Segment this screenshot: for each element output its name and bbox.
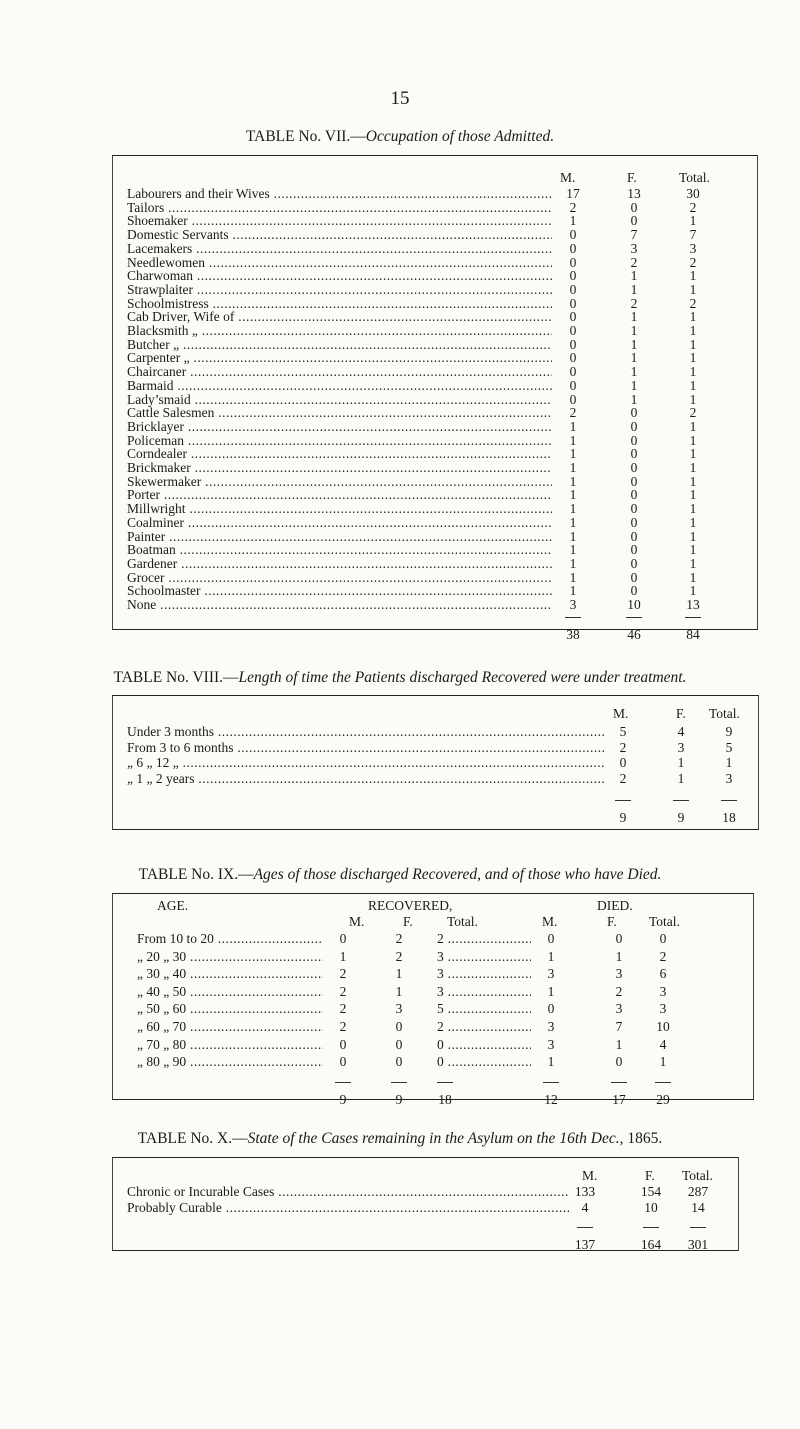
cell-f: 0 <box>630 501 638 517</box>
cell-recovered-total: 3 ..... <box>437 966 547 982</box>
cell-recovered-total: 0 ..... <box>437 1054 547 1070</box>
table8-title <box>0 669 800 687</box>
total-m: 38 <box>566 626 580 642</box>
row-label: Lacemakers ..... <box>127 241 552 257</box>
cell-f: 1 <box>677 770 685 786</box>
total-rule <box>335 1082 351 1083</box>
cell-f: 13 <box>627 186 641 201</box>
cell-m: 0 <box>569 295 577 311</box>
total-f: 46 <box>627 626 641 642</box>
cell-recovered-f: 0 <box>395 1019 403 1034</box>
table-row <box>113 771 758 787</box>
cell-total: 3 <box>725 770 733 786</box>
cell-recovered-m: 2 <box>339 1019 347 1034</box>
table7-title-prefix: TABLE No. VII.— <box>245 128 366 145</box>
total-total: 18 <box>722 810 736 825</box>
cell-f: 1 <box>630 336 638 352</box>
total-rule <box>685 617 701 618</box>
totals-row <box>113 810 758 826</box>
row-label: Bricklayer ..... <box>127 419 552 435</box>
total-rule <box>611 1082 627 1083</box>
table-row <box>113 755 758 771</box>
row-label: Skewermaker ..... <box>127 474 552 490</box>
cell-m: 0 <box>569 268 577 284</box>
cell-f: 0 <box>630 213 638 229</box>
table-row <box>113 740 758 756</box>
table9-title-prefix: TABLE No. IX.— <box>138 866 254 883</box>
row-label: Domestic Servants ..... <box>127 227 552 243</box>
row-label: Chaircaner ..... <box>127 364 552 380</box>
cell-f: 1 <box>630 391 638 407</box>
row-label: Cab Driver, Wife of ..... <box>127 309 552 325</box>
total-m: 9 <box>619 810 627 825</box>
cell-died-m: 0 <box>531 1001 571 1017</box>
row-label: Boatman ..... <box>127 542 552 558</box>
table9-sub-dm: M. <box>542 914 558 929</box>
cell-m: 0 <box>619 755 627 770</box>
cell-f: 0 <box>630 405 638 421</box>
cell-recovered-total: 5 ..... <box>437 1001 547 1017</box>
cell-f: 1 <box>630 268 638 284</box>
row-label: Policeman ..... <box>127 433 552 449</box>
cell-died-f: 1 <box>615 948 623 964</box>
table8-header-total: Total. <box>709 706 740 721</box>
row-label: Charwoman ..... <box>127 268 552 284</box>
cell-total: 3 <box>689 240 697 256</box>
row-label: „ 50 „ 60 ..... <box>137 1001 323 1017</box>
row-label: Under 3 months ..... <box>127 724 605 740</box>
cell-f: 2 <box>630 254 638 270</box>
table9-sub-rf: F. <box>403 914 413 929</box>
cell-recovered-m: 0 <box>339 931 347 946</box>
cell-f: 1 <box>630 377 638 393</box>
table10-title-suffix: 1865. <box>623 1130 663 1147</box>
cell-m: 1 <box>569 418 577 434</box>
cell-total: 1 <box>689 528 697 544</box>
cell-total: 1 <box>689 336 697 352</box>
cell-total: 1 <box>689 323 697 338</box>
cell-f: 3 <box>630 240 638 256</box>
cell-total: 1 <box>689 514 697 530</box>
row-label: Porter ..... <box>127 487 552 503</box>
cell-died-m: 1 <box>531 1054 571 1070</box>
cell-f: 1 <box>630 281 638 297</box>
cell-total: 2 <box>689 405 697 421</box>
cell-died-total: 1 <box>659 1054 667 1070</box>
cell-recovered-f: 1 <box>395 983 403 999</box>
cell-recovered-f: 1 <box>395 966 403 982</box>
row-label: „ 20 „ 30 ..... <box>137 949 323 965</box>
table-row <box>113 1200 738 1216</box>
cell-recovered-f: 3 <box>395 1001 403 1017</box>
cell-f: 0 <box>630 199 638 215</box>
cell-died-total: 2 <box>659 948 667 964</box>
total-total: 301 <box>687 1237 709 1252</box>
row-label: From 10 to 20 ..... <box>137 931 323 947</box>
cell-recovered-m: 2 <box>339 1001 347 1017</box>
table8-header-f: F. <box>676 706 686 721</box>
cell-m: 3 <box>569 597 577 612</box>
cell-total: 14 <box>691 1199 705 1215</box>
cell-died-f: 2 <box>615 983 623 999</box>
cell-m: 0 <box>569 350 577 366</box>
totals-row <box>113 1237 738 1253</box>
cell-total: 1 <box>689 268 697 284</box>
row-label: „ 30 „ 40 ..... <box>137 966 323 982</box>
table-row <box>113 1054 753 1070</box>
cell-m: 1 <box>569 446 577 462</box>
row-label: Corndealer ..... <box>127 446 552 462</box>
table9-title <box>0 866 800 884</box>
cell-f: 1 <box>630 323 638 338</box>
cell-died-m: 3 <box>531 1019 571 1035</box>
row-label: Shoemaker ..... <box>127 213 552 229</box>
cell-m: 17 <box>566 186 580 201</box>
cell-f: 0 <box>630 418 638 434</box>
cell-total: 13 <box>686 597 700 612</box>
cell-recovered-f: 2 <box>395 948 403 964</box>
cell-recovered-total: 3 ..... <box>437 949 547 965</box>
cell-f: 0 <box>630 569 638 585</box>
cell-total: 1 <box>689 391 697 407</box>
table7-header-f: F. <box>627 170 637 185</box>
row-label: „ 40 „ 50 ..... <box>137 984 323 1000</box>
cell-died-f: 1 <box>615 1036 623 1052</box>
total-rf: 9 <box>395 1091 403 1107</box>
cell-m: 1 <box>569 528 577 544</box>
total-total: 84 <box>686 626 700 642</box>
row-label: Schoolmistress ..... <box>127 296 552 312</box>
row-label: From 3 to 6 months ..... <box>127 740 605 756</box>
total-rt: 18 <box>438 1091 452 1107</box>
table-row <box>113 1184 738 1200</box>
table10-header-total: Total. <box>682 1168 713 1183</box>
cell-died-total: 10 <box>656 1019 670 1034</box>
cell-m: 1 <box>569 432 577 448</box>
total-rm: 9 <box>339 1091 347 1107</box>
table10-title <box>0 1130 800 1148</box>
table7 <box>112 155 758 642</box>
table10-title-prefix: TABLE No. X.— <box>137 1130 248 1147</box>
cell-recovered-m: 2 <box>339 983 347 999</box>
cell-f: 0 <box>630 555 638 571</box>
cell-m: 0 <box>569 309 577 325</box>
table9-sub-dt: Total. <box>649 914 680 929</box>
row-label: „ 60 „ 70 ..... <box>137 1019 323 1035</box>
table-row <box>113 966 753 982</box>
cell-f: 0 <box>630 432 638 448</box>
row-label: Probably Curable ..... <box>127 1200 569 1216</box>
cell-m: 4 <box>581 1199 589 1215</box>
row-label: Carpenter „ ..... <box>127 350 552 366</box>
cell-total: 1 <box>689 364 697 380</box>
row-label: „ 70 „ 80 ..... <box>137 1037 323 1053</box>
cell-total: 1 <box>689 309 697 325</box>
cell-f: 0 <box>630 460 638 475</box>
cell-f: 7 <box>630 227 638 243</box>
row-label: None ..... <box>127 597 552 613</box>
cell-died-f: 0 <box>615 1054 623 1070</box>
cell-f: 0 <box>630 514 638 530</box>
table8 <box>112 695 759 830</box>
cell-f: 1 <box>677 755 685 770</box>
cell-m: 1 <box>569 569 577 585</box>
table-row <box>113 949 753 965</box>
row-label: „ 6 „ 12 „ ..... <box>127 755 605 771</box>
row-label: Tailors ..... <box>127 200 552 216</box>
total-m: 137 <box>574 1237 596 1252</box>
cell-f: 0 <box>630 473 638 489</box>
cell-m: 2 <box>619 770 627 786</box>
row-label: Cattle Salesmen ..... <box>127 405 552 421</box>
table9-age-header: AGE. <box>157 898 189 913</box>
row-label: Millwright ..... <box>127 501 552 517</box>
totals-row <box>113 627 757 643</box>
table8-title-prefix: TABLE No. VIII.— <box>113 669 239 686</box>
table10-title-italic: State of the Cases remaining in the Asylum on the 16th Dec., <box>247 1130 624 1147</box>
cell-total: 2 <box>689 199 697 215</box>
table-row <box>113 597 757 613</box>
table-row <box>113 1037 753 1053</box>
total-rule <box>543 1082 559 1083</box>
total-df: 17 <box>612 1091 626 1107</box>
cell-total: 1 <box>689 569 697 585</box>
table8-header-m: M. <box>613 706 629 721</box>
total-f: 164 <box>640 1237 662 1252</box>
row-label: Lady’smaid ..... <box>127 392 552 408</box>
row-label: Schoolmaster ..... <box>127 583 552 599</box>
cell-recovered-total: 3 ..... <box>437 984 547 1000</box>
cell-f: 1 <box>630 364 638 380</box>
table9 <box>112 893 754 1107</box>
cell-m: 1 <box>569 501 577 517</box>
row-label: Grocer ..... <box>127 570 552 586</box>
cell-m: 1 <box>569 473 577 489</box>
cell-died-f: 0 <box>615 931 623 946</box>
cell-recovered-m: 0 <box>339 1054 347 1070</box>
row-label: „ 80 „ 90 ..... <box>137 1054 323 1070</box>
cell-f: 1 <box>630 309 638 325</box>
cell-m: 133 <box>574 1184 596 1199</box>
total-rule <box>437 1082 453 1083</box>
total-rule <box>655 1082 671 1083</box>
cell-total: 1 <box>725 755 733 770</box>
cell-died-total: 4 <box>659 1036 667 1052</box>
cell-m: 0 <box>569 364 577 380</box>
row-label: Barmaid ..... <box>127 378 552 394</box>
cell-m: 0 <box>569 240 577 256</box>
cell-m: 0 <box>569 323 577 338</box>
table9-sub-df: F. <box>607 914 617 929</box>
table7-title <box>0 128 800 146</box>
cell-m: 0 <box>569 336 577 352</box>
totals-row <box>113 1092 753 1108</box>
cell-died-total: 0 <box>659 931 667 946</box>
table9-title-italic: Ages of those discharged Recovered, and of those who have Died. <box>253 866 662 883</box>
table7-title-italic: Occupation of those Admitted. <box>365 128 555 145</box>
table-row <box>113 984 753 1000</box>
cell-died-total: 6 <box>659 966 667 982</box>
row-label: Labourers and their Wives ..... <box>127 186 552 202</box>
cell-total: 9 <box>725 724 733 739</box>
table7-header-m: M. <box>560 170 576 185</box>
table8-title-italic: Length of time the Patients discharged Recovered were under treatment. <box>238 669 687 686</box>
cell-total: 1 <box>689 473 697 489</box>
cell-f: 10 <box>627 597 641 612</box>
cell-f: 0 <box>630 583 638 599</box>
table-row <box>113 1019 753 1035</box>
cell-total: 1 <box>689 281 697 297</box>
cell-total: 1 <box>689 583 697 599</box>
cell-died-f: 3 <box>615 1001 623 1017</box>
cell-recovered-m: 1 <box>339 948 347 964</box>
cell-recovered-m: 2 <box>339 966 347 982</box>
table-row <box>113 1001 753 1017</box>
total-dm: 12 <box>544 1091 558 1107</box>
cell-f: 0 <box>630 542 638 558</box>
cell-total: 1 <box>689 377 697 393</box>
cell-total: 2 <box>689 254 697 270</box>
cell-m: 1 <box>569 460 577 475</box>
cell-total: 7 <box>689 227 697 243</box>
total-rule <box>690 1227 706 1228</box>
cell-recovered-f: 0 <box>395 1054 403 1070</box>
cell-total: 1 <box>689 418 697 434</box>
table10-header-f: F. <box>645 1168 655 1183</box>
cell-died-m: 3 <box>531 1037 571 1053</box>
table9-died-header: DIED. <box>597 898 633 913</box>
row-label: Coalminer ..... <box>127 515 552 531</box>
total-rule <box>615 800 631 801</box>
cell-total: 1 <box>689 501 697 517</box>
total-rule <box>565 617 581 618</box>
cell-f: 2 <box>630 295 638 311</box>
cell-m: 0 <box>569 281 577 297</box>
cell-m: 0 <box>569 227 577 243</box>
cell-total: 1 <box>689 542 697 558</box>
cell-died-f: 3 <box>615 966 623 982</box>
cell-f: 0 <box>630 487 638 503</box>
total-rule <box>673 800 689 801</box>
page-number: 15 <box>390 88 410 109</box>
cell-m: 1 <box>569 583 577 599</box>
cell-died-m: 0 <box>531 931 571 947</box>
cell-m: 1 <box>569 487 577 503</box>
cell-m: 2 <box>569 405 577 421</box>
cell-f: 3 <box>677 739 685 755</box>
cell-recovered-f: 2 <box>395 931 403 946</box>
cell-f: 0 <box>630 446 638 462</box>
cell-f: 10 <box>644 1199 658 1215</box>
table9-sub-rm: M. <box>349 914 365 929</box>
cell-total: 30 <box>686 186 700 201</box>
total-dt: 29 <box>656 1091 670 1107</box>
cell-m: 2 <box>619 739 627 755</box>
cell-died-m: 1 <box>531 949 571 965</box>
cell-m: 1 <box>569 514 577 530</box>
table10-header-m: M. <box>582 1168 598 1183</box>
total-rule <box>577 1227 593 1228</box>
cell-total: 5 <box>725 739 733 755</box>
cell-recovered-total: 0 ..... <box>437 1037 547 1053</box>
row-label: Painter ..... <box>127 529 552 545</box>
cell-total: 1 <box>689 213 697 229</box>
cell-total: 1 <box>689 446 697 462</box>
cell-f: 4 <box>677 724 685 739</box>
cell-m: 1 <box>569 213 577 229</box>
total-rule <box>391 1082 407 1083</box>
row-label: Blacksmith „ ..... <box>127 323 552 339</box>
cell-died-f: 7 <box>615 1019 623 1034</box>
total-f: 9 <box>677 810 685 825</box>
cell-m: 0 <box>569 254 577 270</box>
cell-recovered-total: 2 ..... <box>437 931 547 947</box>
cell-total: 2 <box>689 295 697 311</box>
row-label: Strawplaiter ..... <box>127 282 552 298</box>
cell-recovered-m: 0 <box>339 1036 347 1052</box>
table10 <box>112 1157 739 1251</box>
cell-died-m: 1 <box>531 984 571 1000</box>
table-row <box>113 931 753 947</box>
cell-m: 0 <box>569 377 577 393</box>
cell-total: 1 <box>689 350 697 366</box>
cell-f: 154 <box>640 1184 662 1199</box>
cell-f: 1 <box>630 350 638 366</box>
row-label: Butcher „ ..... <box>127 337 552 353</box>
cell-m: 5 <box>619 724 627 739</box>
cell-recovered-total: 2 ..... <box>437 1019 547 1035</box>
row-label: Chronic or Incurable Cases ..... <box>127 1184 569 1200</box>
table-row <box>113 724 758 740</box>
table7-header-total: Total. <box>679 170 710 185</box>
cell-died-total: 3 <box>659 983 667 999</box>
cell-total: 1 <box>689 555 697 571</box>
cell-died-m: 3 <box>531 966 571 982</box>
cell-died-total: 3 <box>659 1001 667 1017</box>
cell-m: 2 <box>569 199 577 215</box>
cell-total: 1 <box>689 460 697 475</box>
cell-f: 0 <box>630 528 638 544</box>
row-label: „ 1 „ 2 years ..... <box>127 771 605 787</box>
total-rule <box>721 800 737 801</box>
cell-total: 1 <box>689 432 697 448</box>
row-label: Gardener ..... <box>127 556 552 572</box>
cell-m: 1 <box>569 555 577 571</box>
row-label: Needlewomen ..... <box>127 255 552 271</box>
row-label: Brickmaker ..... <box>127 460 552 476</box>
total-rule <box>643 1227 659 1228</box>
table9-sub-rt: Total. <box>447 914 478 929</box>
cell-total: 1 <box>689 487 697 503</box>
cell-m: 1 <box>569 542 577 558</box>
table9-recovered-header: RECOVERED, <box>368 898 453 913</box>
cell-recovered-f: 0 <box>395 1036 403 1052</box>
cell-m: 0 <box>569 391 577 407</box>
cell-total: 287 <box>687 1184 709 1199</box>
total-rule <box>626 617 642 618</box>
